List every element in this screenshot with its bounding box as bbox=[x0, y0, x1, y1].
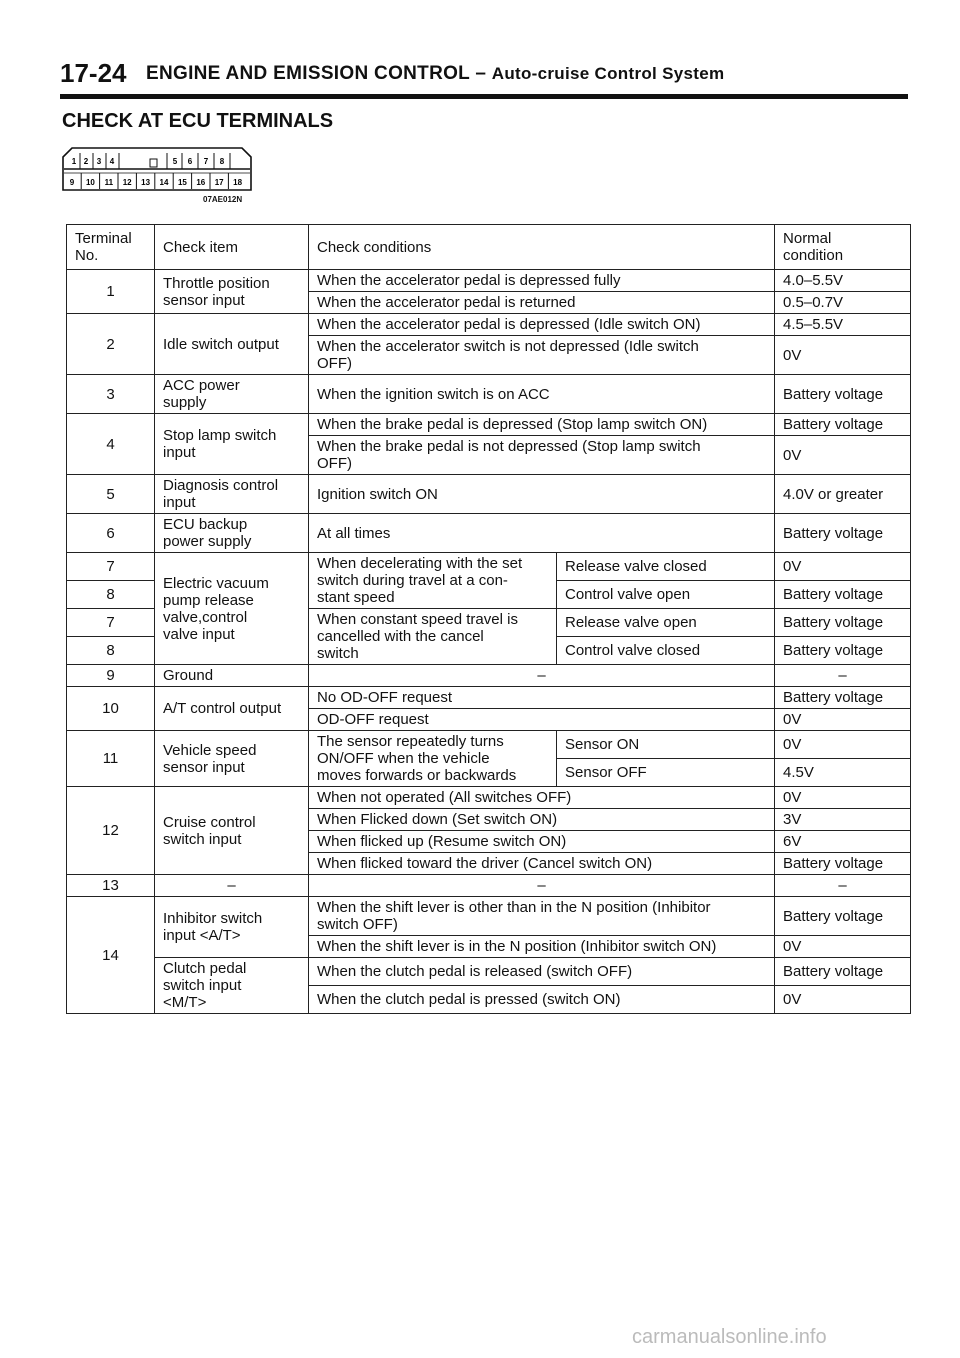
check-item: Idle switch output bbox=[155, 314, 309, 375]
header-dash: – bbox=[469, 63, 492, 84]
check-sub-condition: Sensor OFF bbox=[557, 759, 775, 787]
normal-condition: Battery voltage bbox=[775, 687, 911, 709]
check-condition: When constant speed travel is cancelled with the cancel switch bbox=[309, 609, 557, 665]
normal-condition: Battery voltage bbox=[775, 958, 911, 986]
connector-pin-label: 17 bbox=[214, 178, 224, 187]
check-item: Electric vacuum pump release valve,control valve input bbox=[155, 553, 309, 665]
check-condition: When the ignition switch is on ACC bbox=[309, 375, 775, 414]
check-item: Clutch pedal switch input <M/T> bbox=[155, 958, 309, 1014]
connector-pin-label: 2 bbox=[83, 157, 89, 166]
check-sub-condition: Sensor ON bbox=[557, 731, 775, 759]
normal-condition: 0V bbox=[775, 986, 911, 1014]
check-condition: When not operated (All switches OFF) bbox=[309, 787, 775, 809]
check-condition: When the brake pedal is depressed (Stop lamp switch ON) bbox=[309, 414, 775, 436]
terminal-no: 9 bbox=[67, 665, 155, 687]
connector-pin-label: 6 bbox=[187, 157, 193, 166]
table-row bbox=[67, 553, 911, 581]
normal-condition: 3V bbox=[775, 809, 911, 831]
check-item: – bbox=[155, 875, 309, 897]
terminal-no: 8 bbox=[67, 637, 155, 665]
check-condition: When the shift lever is in the N position (Inhibitor switch ON) bbox=[309, 936, 775, 958]
connector-pin-label: 8 bbox=[219, 157, 225, 166]
check-item: Diagnosis control input bbox=[155, 475, 309, 514]
normal-condition: 4.0–5.5V bbox=[775, 270, 911, 292]
check-item: Cruise control switch input bbox=[155, 787, 309, 875]
terminal-no: 14 bbox=[67, 897, 155, 1014]
normal-condition: 4.5V bbox=[775, 759, 911, 787]
connector-pin-label: 12 bbox=[122, 178, 132, 187]
table-row bbox=[67, 270, 911, 292]
check-condition: When the accelerator pedal is depressed (Idle switch ON) bbox=[309, 314, 775, 336]
normal-condition: 4.0V or greater bbox=[775, 475, 911, 514]
connector-pin-label: 18 bbox=[233, 178, 243, 187]
check-condition: When flicked toward the driver (Cancel switch ON) bbox=[309, 853, 775, 875]
header-check-conditions: Check conditions bbox=[309, 225, 775, 270]
page-number: 17-24 bbox=[60, 58, 127, 88]
terminal-no: 6 bbox=[67, 514, 155, 553]
normal-condition: – bbox=[775, 875, 911, 897]
check-condition: When the clutch pedal is released (switch OFF) bbox=[309, 958, 775, 986]
normal-condition: 0V bbox=[775, 936, 911, 958]
connector-pin-label: 14 bbox=[159, 178, 169, 187]
terminal-no: 7 bbox=[67, 553, 155, 581]
connector-pin-label: 10 bbox=[85, 178, 95, 187]
check-condition: When the accelerator pedal is depressed fully bbox=[309, 270, 775, 292]
terminal-no: 2 bbox=[67, 314, 155, 375]
header-title bbox=[146, 63, 724, 85]
check-condition: No OD-OFF request bbox=[309, 687, 775, 709]
check-sub-condition: Release valve open bbox=[557, 609, 775, 637]
normal-condition: Battery voltage bbox=[775, 414, 911, 436]
terminal-no: 8 bbox=[67, 581, 155, 609]
ecu-connector-diagram bbox=[62, 147, 252, 191]
table-row bbox=[67, 897, 911, 936]
header-terminal: Terminal No. bbox=[67, 225, 155, 270]
normal-condition: Battery voltage bbox=[775, 609, 911, 637]
check-condition: When the shift lever is other than in the N position (Inhibitor switch OFF) bbox=[309, 897, 775, 936]
check-sub-condition: Control valve open bbox=[557, 581, 775, 609]
normal-condition: Battery voltage bbox=[775, 375, 911, 414]
table-row bbox=[67, 514, 911, 553]
connector-code: 07AE012N bbox=[203, 195, 243, 204]
terminal-no: 5 bbox=[67, 475, 155, 514]
terminal-no: 3 bbox=[67, 375, 155, 414]
check-condition: Ignition switch ON bbox=[309, 475, 775, 514]
connector-pin-label: 16 bbox=[196, 178, 206, 187]
normal-condition: 0V bbox=[775, 709, 911, 731]
connector-pin-label: 1 bbox=[71, 157, 77, 166]
table-row bbox=[67, 731, 911, 759]
connector-pin-label: 3 bbox=[96, 157, 102, 166]
check-item: ECU backup power supply bbox=[155, 514, 309, 553]
check-sub-condition: Release valve closed bbox=[557, 553, 775, 581]
table-row bbox=[67, 375, 911, 414]
normal-condition: Battery voltage bbox=[775, 853, 911, 875]
connector-pin-label: 4 bbox=[109, 157, 115, 166]
table-row bbox=[67, 875, 911, 897]
normal-condition: – bbox=[775, 665, 911, 687]
check-item: Stop lamp switch input bbox=[155, 414, 309, 475]
connector-pin-label: 5 bbox=[172, 157, 178, 166]
ecu-terminal-table bbox=[66, 224, 911, 1014]
check-condition: When the accelerator switch is not depressed (Idle switch OFF) bbox=[309, 336, 775, 375]
check-item: Ground bbox=[155, 665, 309, 687]
check-condition: When the accelerator pedal is returned bbox=[309, 292, 775, 314]
check-condition: When Flicked down (Set switch ON) bbox=[309, 809, 775, 831]
normal-condition: 0V bbox=[775, 553, 911, 581]
table-row bbox=[67, 414, 911, 436]
check-item: Throttle position sensor input bbox=[155, 270, 309, 314]
normal-condition: Battery voltage bbox=[775, 514, 911, 553]
terminal-no: 4 bbox=[67, 414, 155, 475]
header-normal-condition: Normal condition bbox=[775, 225, 911, 270]
normal-condition: 0V bbox=[775, 436, 911, 475]
connector-pin-label: 15 bbox=[177, 178, 187, 187]
page-header bbox=[60, 58, 908, 99]
check-condition: OD-OFF request bbox=[309, 709, 775, 731]
header-subtitle: Auto-cruise Control System bbox=[491, 64, 725, 83]
header-check-item: Check item bbox=[155, 225, 309, 270]
check-condition: When the clutch pedal is pressed (switch ON) bbox=[309, 986, 775, 1014]
normal-condition: 4.5–5.5V bbox=[775, 314, 911, 336]
check-item: Vehicle speed sensor input bbox=[155, 731, 309, 787]
connector-pin-label: 13 bbox=[141, 178, 151, 187]
table-row bbox=[67, 687, 911, 709]
connector-pin-label: 9 bbox=[69, 178, 75, 187]
normal-condition: Battery voltage bbox=[775, 637, 911, 665]
check-condition: When the brake pedal is not depressed (Stop lamp switch OFF) bbox=[309, 436, 775, 475]
normal-condition: Battery voltage bbox=[775, 897, 911, 936]
normal-condition: 0V bbox=[775, 731, 911, 759]
check-item: Inhibitor switch input <A/T> bbox=[155, 897, 309, 958]
normal-condition: 0V bbox=[775, 336, 911, 375]
terminal-no: 1 bbox=[67, 270, 155, 314]
check-condition: – bbox=[309, 665, 775, 687]
check-item: ACC power supply bbox=[155, 375, 309, 414]
check-condition: When flicked up (Resume switch ON) bbox=[309, 831, 775, 853]
section-title: CHECK AT ECU TERMINALS bbox=[62, 110, 334, 132]
connector-pin-label: 7 bbox=[203, 157, 209, 166]
terminal-no: 11 bbox=[67, 731, 155, 787]
check-condition: The sensor repeatedly turns ON/OFF when the vehicle moves forwards or backwards bbox=[309, 731, 557, 787]
connector-pin-label: 11 bbox=[104, 178, 114, 187]
terminal-no: 12 bbox=[67, 787, 155, 875]
check-item: A/T control output bbox=[155, 687, 309, 731]
terminal-no: 10 bbox=[67, 687, 155, 731]
header-main-title: ENGINE AND EMISSION CONTROL bbox=[146, 63, 470, 84]
terminal-no: 7 bbox=[67, 609, 155, 637]
table-header-row bbox=[67, 225, 911, 270]
table-row bbox=[67, 958, 911, 986]
check-condition: At all times bbox=[309, 514, 775, 553]
check-condition: – bbox=[309, 875, 775, 897]
table-row bbox=[67, 475, 911, 514]
footer-watermark: carmanualsonline.info bbox=[632, 1326, 827, 1348]
check-sub-condition: Control valve closed bbox=[557, 637, 775, 665]
table-row bbox=[67, 787, 911, 809]
table-row bbox=[67, 314, 911, 336]
check-condition: When decelerating with the set switch during travel at a con- stant speed bbox=[309, 553, 557, 609]
terminal-no: 13 bbox=[67, 875, 155, 897]
normal-condition: 0.5–0.7V bbox=[775, 292, 911, 314]
normal-condition: Battery voltage bbox=[775, 581, 911, 609]
table-row bbox=[67, 665, 911, 687]
normal-condition: 6V bbox=[775, 831, 911, 853]
normal-condition: 0V bbox=[775, 787, 911, 809]
